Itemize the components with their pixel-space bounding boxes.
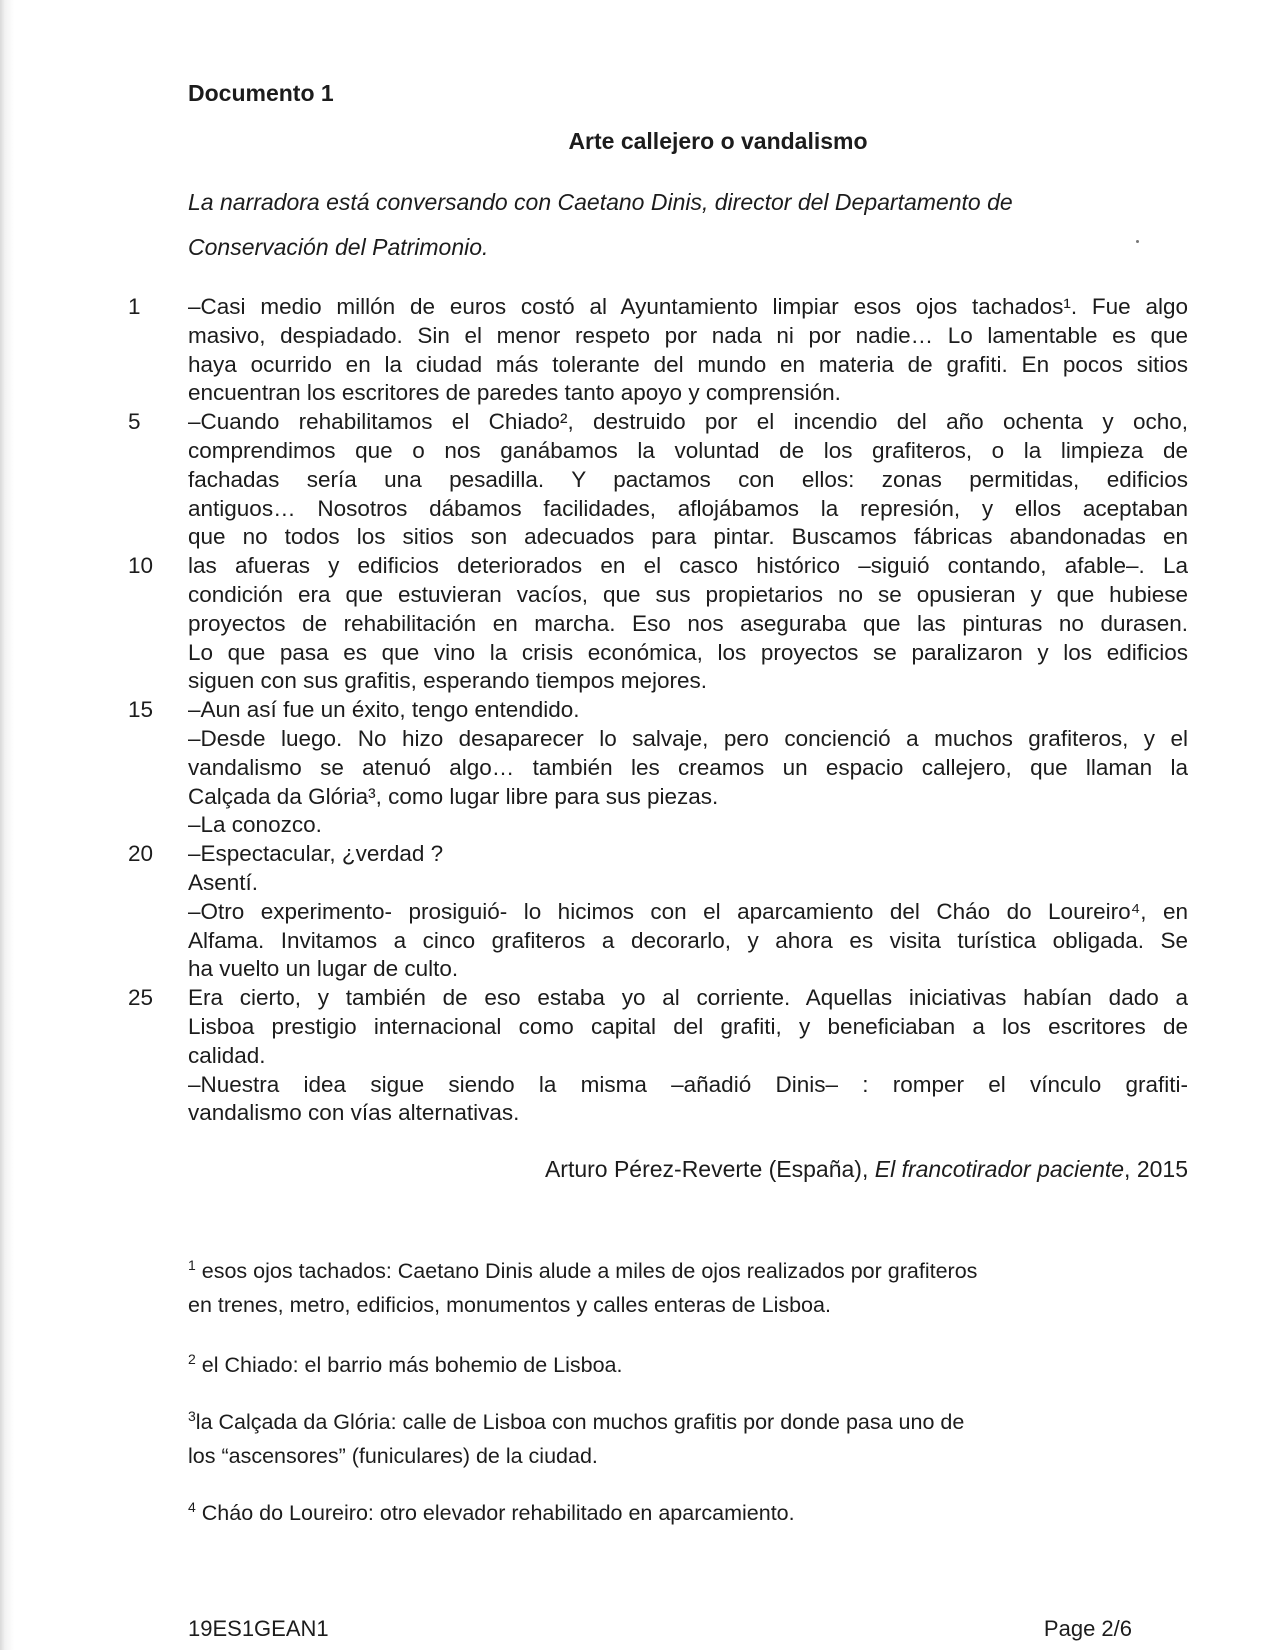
line-number: 1: [128, 294, 141, 319]
line-text: comprendimos que o nos ganábamos la voluntad de los grafiteros, o la limpieza de: [188, 437, 1188, 463]
footnote-1: [188, 1254, 1128, 1322]
footnote-4: [188, 1496, 1128, 1530]
line-text: Lo que pasa es que vino la crisis económica, los proyectos se paralizaron y los edificios: [188, 639, 1188, 665]
line-text: –Casi medio millón de euros costó al Ayuntamiento limpiar esos ojos tachados¹. Fue algo: [188, 294, 1188, 319]
line-text: vandalismo con vías alternativas.: [188, 1100, 520, 1126]
text-line: [128, 379, 1188, 408]
text-line: [128, 610, 1188, 639]
footnote-line: la Calçada da Glória: calle de Lisboa con muchos grafitis por donde pasa uno de: [195, 1410, 965, 1434]
text-line: [128, 322, 1188, 351]
text-line: [128, 898, 1188, 927]
line-text: vandalismo se atenuó algo… también les creamos un espacio callejero, que llaman la: [188, 754, 1188, 780]
text-line: [128, 293, 1188, 322]
line-text: –La conozco.: [188, 812, 322, 838]
text-line: [128, 725, 1188, 754]
line-text: –Espectacular, ¿verdad ?: [188, 841, 444, 867]
text-line: [128, 1042, 1188, 1071]
text-line: [128, 495, 1188, 524]
intro-paragraph: [188, 180, 1138, 270]
attribution-author: Arturo Pérez-Reverte (España),: [544, 1156, 875, 1182]
text-line: [128, 667, 1188, 696]
text-line: [128, 351, 1188, 380]
line-text: las afueras y edificios deteriorados en el casco histórico –siguió contando, afable–. La: [188, 553, 1188, 579]
text-line: [128, 1099, 1188, 1128]
text-line: [128, 696, 1188, 725]
text-line: [128, 1013, 1188, 1042]
text-line: [128, 754, 1188, 783]
footnote-2: [188, 1348, 1128, 1382]
intro-line: Conservación del Patrimonio.: [188, 234, 489, 260]
line-number: 20: [128, 841, 154, 867]
line-text: que no todos los sitios son adecuados para pintar. Buscamos fábricas abandonadas en: [188, 524, 1188, 550]
line-text: antiguos… Nosotros dábamos facilidades, aflojábamos la represión, y ellos aceptaban: [188, 495, 1188, 521]
line-text: Calçada da Glória³, como lugar libre para sus piezas.: [188, 783, 719, 809]
line-text: siguen con sus grafitis, esperando tiempos mejores.: [188, 668, 708, 694]
footnote-line: en trenes, metro, edificios, monumentos y calles enteras de Lisboa.: [188, 1293, 831, 1317]
footnote-3: [188, 1405, 1128, 1473]
line-number: 5: [128, 409, 141, 435]
line-number: 25: [128, 985, 154, 1011]
line-text: –Cuando rehabilitamos el Chiado², destruido por el incendio del año ochenta y ocho,: [188, 409, 1188, 435]
footnote-line: el Chiado: el barrio más bohemio de Lisboa.: [195, 1353, 623, 1377]
intro-line: La narradora está conversando con Caetano Dinis, director del Departamento de: [188, 189, 1013, 215]
footnote-mark: 1: [188, 1256, 196, 1273]
footer-exam-code: 19ES1GEAN1: [188, 1616, 329, 1641]
line-number: 15: [128, 697, 154, 723]
line-text: encuentran los escritores de paredes tanto apoyo y comprensión.: [188, 380, 841, 406]
line-text: –Desde luego. No hizo desaparecer lo salvaje, pero concienció a muchos grafiteros, y el: [188, 725, 1188, 751]
line-text: –Nuestra idea sigue siendo la misma –añadió Dinis– : romper el vínculo grafiti-: [188, 1071, 1188, 1097]
line-text: haya ocurrido en la ciudad más tolerante del mundo en materia de grafiti. En pocos sitios: [188, 351, 1188, 377]
text-line: [128, 783, 1188, 812]
text-line: [128, 523, 1188, 552]
document-label: Documento 1: [188, 80, 334, 106]
scan-edge: [0, 0, 14, 1650]
line-text: ha vuelto un lugar de culto.: [188, 956, 459, 982]
footnote-line: esos ojos tachados: Caetano Dinis alude a miles de ojos realizados por grafiteros: [195, 1259, 978, 1283]
line-text: Lisboa prestigio internacional como capital del grafiti, y beneficiaban a los escritores de: [188, 1013, 1188, 1039]
line-text: calidad.: [188, 1042, 266, 1068]
document-title: Arte callejero o vandalismo: [568, 128, 868, 154]
text-line: [128, 811, 1188, 840]
line-text: Era cierto, y también de eso estaba yo al corriente. Aquellas iniciativas habían dado a: [188, 985, 1188, 1011]
footer-page-number: Page 2/6: [1043, 1616, 1132, 1641]
text-line: [128, 984, 1188, 1013]
text-line: [128, 466, 1188, 495]
footnote-mark: 2: [188, 1350, 196, 1367]
text-line: [128, 408, 1188, 437]
line-text: –Otro experimento- prosiguió- lo hicimos con el aparcamiento del Cháo do Loureiro⁴, en: [188, 898, 1188, 924]
text-line: [128, 869, 1188, 898]
line-text: Asentí.: [188, 869, 259, 895]
text-line: [128, 552, 1188, 581]
footnote-mark: 3: [188, 1407, 196, 1424]
text-line: [128, 927, 1188, 956]
line-text: proyectos de rehabilitación en marcha. Eso nos aseguraba que las pinturas no durasen.: [188, 610, 1188, 636]
footnote-mark: 4: [188, 1498, 196, 1515]
attribution: [545, 1156, 1188, 1183]
text-line: [128, 955, 1188, 984]
line-number: 10: [128, 553, 154, 579]
text-line: [128, 1071, 1188, 1100]
attribution-book: El francotirador paciente: [874, 1156, 1125, 1182]
footnote-line: los “ascensores” (funiculares) de la ciudad.: [188, 1444, 598, 1468]
text-line: [128, 437, 1188, 466]
text-line: [128, 840, 1188, 869]
attribution-year: , 2015: [1124, 1156, 1188, 1182]
text-line: [128, 581, 1188, 610]
line-text: masivo, despiadado. Sin el menor respeto por nada ni por nadie… Lo lamentable es que: [188, 322, 1188, 348]
footnote-line: Cháo do Loureiro: otro elevador rehabilitado en aparcamiento.: [195, 1501, 795, 1525]
line-text: –Aun así fue un éxito, tengo entendido.: [188, 697, 580, 723]
line-text: fachadas sería una pesadilla. Y pactamos con ellos: zonas permitidas, edificios: [188, 466, 1188, 492]
line-text: condición era que estuvieran vacíos, que sus propietarios no se opusieran y que hubiese: [188, 581, 1188, 607]
line-text: Alfama. Invitamos a cinco grafiteros a decorarlo, y ahora es visita turística obligada. Se: [188, 927, 1188, 953]
text-line: [128, 639, 1188, 668]
main-text: [128, 293, 1188, 1128]
